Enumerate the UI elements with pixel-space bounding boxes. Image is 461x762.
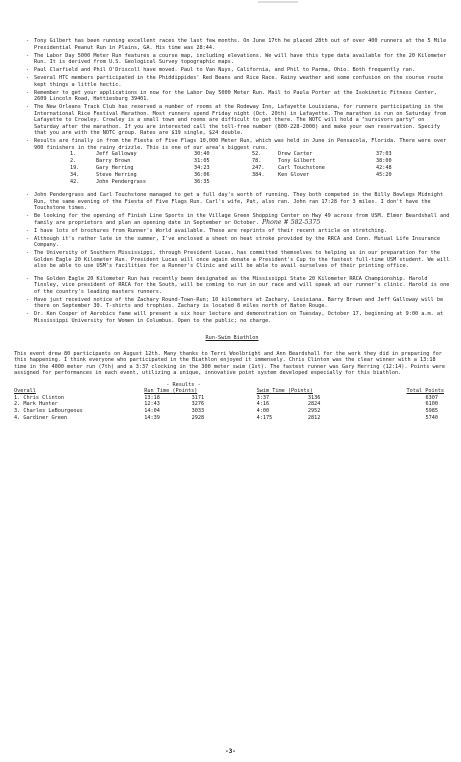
- news-item: - Tony Gilbert has been running excellent races the last few months. On June 17th he placed 28th out of over 400 runners at the 5 Mile Presidential Peanut Run in Plains, GA. His time was 28:44.: [26, 38, 447, 51]
- table-header-row: [14, 388, 444, 395]
- runner-name: Drew Carter: [278, 151, 313, 158]
- run-points: 3171: [191, 394, 205, 401]
- athlete-name: 1. Chris Clinton: [14, 394, 64, 401]
- news-item: - The University of Southern Mississippi, through President Lucas, has committed themselves to helping us in our preparation for the Golden Eagle 20 Kilometer Run. President Lucas will once again donate a President's Cup to the fastest full-time USM student. We will also be able to use USM's facilities for a Runner's Clinic and will be able to avail ourselves of their printing office.: [26, 250, 450, 269]
- news-item: - Paul Clarfield and Phil O'Driscoll have moved. Paul to Van Nuys, California, and Phil to Parma, Ohio. Both frequently ran.: [26, 67, 416, 73]
- runner-name: Steve Herring: [96, 172, 137, 179]
- table-row: [70, 179, 434, 186]
- news-items-1: [14, 38, 450, 186]
- news-item: - The New Orleans Track Club has reserved a number of rooms at the Rodeway Inn, Lafayette Louisiana, for runners participating in the International Rice Festival Marathon. Most runners spend Friday night (Oct. 20th) in Lafayette. The marathon is run on Saturday from Lafayette to Crowley. Crowley is a small town and rooms are difficult to get there. The NOTC will hold a "survivors party" on Saturday after the marathon. If you are interested call the toll-free number (800-228-2000) and make your own reservation. Specify that you are with the NOTC group. Rates are $19 single, $24 double.: [26, 104, 447, 136]
- news-item: - Although it's rather late in the summer, I've enclosed a sheet on heat stroke provided by the RRCA and Conn. Mutual Life Insurance Company.: [26, 235, 441, 248]
- total-points: 6100: [425, 401, 438, 408]
- swim-points: 2812: [307, 414, 321, 421]
- run-points: 3276: [191, 401, 205, 408]
- runner-name: Gary Herring: [96, 165, 134, 172]
- news-item: - Remember to get your applications in now for the Labor Day 5000 Meter Run. Mail to Paula Porter at the Isokinetic Fitness Center, 2609 Lincoln Road, Hattiesburg 39401.: [26, 89, 437, 102]
- handwritten-phone: Phone # 582-5375: [262, 218, 321, 226]
- news-item: - The Labor Day 5000 Meter Run features a course map, including elevations. We will have this type data available for the 20 Kilometer Run. It is derived from U.S. Geological Survey topographic maps.: [26, 52, 447, 65]
- news-item: - The Golden Eagle 20 Kilometer Run has recently been designated as the Mississippi State 20 Kilometer RRCA Championship. Harold Tinsley, vice president of RRCA for the South, will be coming to run in our race and will speak at our runner's clinic. Harold is one of the country's leading masters runners.: [26, 275, 450, 295]
- scan-mark: [258, 0, 298, 4]
- race-time: 30:40: [194, 151, 210, 158]
- athlete-name: 3. Charles LeBourgeous: [14, 407, 83, 414]
- table-row: [14, 414, 444, 421]
- table-row: [70, 158, 434, 165]
- swim-points: 2952: [307, 407, 321, 414]
- runner-name: [278, 179, 376, 186]
- news-item: - John Pendergrass and Carl Touchstone managed to get a full day's worth of running. They both competed in the Billy Bowlegs Midnight Run, the same evening of the Fiesta of Five Flags Run. Carl's wife, Pat, also ran. John ran 17:28 for 3 miles. I don't have the Touchstone times.: [26, 192, 444, 211]
- biathlon-paragraph: This event drew 80 participants on August 12th. Many thanks to Terri Woolbright and Ann Beardshall for the work they did in preparing for this happening. I think everyone who participated in the Biathlon enjoyed it immensely. Chris Clinton was the clear winner with a 13:18 time in the 4000 meter run (7th) and a 3:37 clocking in the 300 meter swim (1st). The fastest runner was Gary Herring (12:14). Points were assigned for performances in each event, utilizing a unique, innovative point system developed especially for this biathlon.: [14, 350, 445, 376]
- place: 78.: [252, 158, 262, 165]
- place: [252, 179, 278, 186]
- total-points: 5985: [425, 407, 438, 414]
- swim-time: 4:175: [256, 414, 273, 421]
- race-time: 38:00: [376, 158, 392, 165]
- news-item: - Have just received notice of the Zachary Round-Town-Run; 10 kilometers at Zachary, Louisiana. Barry Brown and Jeff Galloway will be there on September 30. T-shirts and trophies. Zachary is located 8 miles north of Baton Rouge.: [26, 296, 444, 309]
- run-points: 2928: [191, 414, 205, 421]
- run-time: 14:04: [144, 407, 160, 414]
- header-total: Total Points: [406, 388, 444, 395]
- swim-time: 3:37: [256, 394, 270, 401]
- place: 52.: [252, 151, 262, 158]
- news-item: - I have lots of brochures from Runner's World available. These are reprints of their recent article on stretching.: [26, 227, 387, 234]
- table-row: [14, 395, 444, 402]
- athlete-name: 4. Gardiner Green: [14, 414, 68, 421]
- place: 19.: [70, 165, 80, 172]
- header-run: Run Time (Points): [144, 388, 198, 395]
- runner-name: John Pendergrass: [96, 179, 146, 186]
- runner-name: Tony Gilbert: [278, 158, 316, 165]
- runner-name: Carl Touchstone: [278, 165, 325, 172]
- runner-name: Jeff Galloway: [96, 151, 137, 158]
- place: 384.: [252, 172, 265, 179]
- race-time: 34:23: [194, 165, 210, 172]
- place: 42.: [70, 179, 80, 186]
- news-item: - Dr. Ken Cooper of Aerobics fame will present a six hour lecture and demonstration on Tuesday, October 17, beginning at 9:00 a.m. at Mississippi University for Women in Columbus. Open to the public; no charge.: [26, 311, 444, 324]
- runner-name: Ken Glover: [278, 172, 310, 179]
- table-row: [14, 408, 444, 415]
- place: 2.: [70, 158, 77, 165]
- newsletter-page: [14, 38, 450, 421]
- news-items-3: [14, 276, 450, 325]
- place: 1.: [70, 151, 77, 158]
- news-item: - Results are finally in from the Fiesta of Five Flags 10,000 Meter Run, which was held in June in Pensacola, Florida. There were over 900 finishers in the rainy drizzle. This is one of our area's biggest runs. 1. Jeff Galloway 30:40 52. Drew Carter 37:03 2. Barry Brown 31:05 78. Tony Gilbert 38:00 19. Gary Herring 34:23 247. Carl Touchstone 42:48 34. Steve Herring 36:06 384. Ken Glover 45:20 42. John Pendergrass 36:35: [26, 138, 447, 186]
- place: 34.: [70, 172, 80, 179]
- athlete-name: 2. Mark Hunter: [14, 401, 58, 408]
- biathlon-title: Run-Swim Biathlon: [205, 335, 259, 341]
- fiesta-results-table: [70, 151, 434, 186]
- swim-points: 2824: [307, 401, 321, 408]
- table-row: [70, 172, 434, 179]
- swim-time: 4:16: [256, 401, 270, 408]
- biathlon-results-table: [14, 382, 444, 422]
- table-row: [70, 151, 434, 158]
- run-points: 3033: [191, 407, 205, 414]
- swim-points: 3136: [307, 394, 321, 401]
- total-points: 6307: [425, 394, 438, 401]
- table-row: [14, 401, 444, 408]
- results-label: - Results -: [166, 381, 201, 388]
- news-item: - Be looking for the opening of Finish Line Sports in the Village Green Shopping Center on Hwy 49 across from USM. Elmer Beardshall and family are proprietors and plan an opening date in September or October. Phone # 582-5375: [26, 213, 450, 226]
- results-label-row: [14, 382, 444, 389]
- news-item: - Several HTC members participated in the Phiddippides' Red Beans and Rice Race. Rainy weather and some confusion on the course route kept things a little hectic.: [26, 75, 444, 88]
- swim-time: 4:00: [256, 407, 270, 414]
- page-number: -3-: [225, 748, 236, 755]
- header-swim: Swim Time (Points): [256, 388, 313, 395]
- race-time: 31:05: [194, 158, 210, 165]
- race-time: 36:35: [194, 179, 210, 186]
- total-points: 5740: [425, 414, 438, 421]
- race-time: 42:48: [376, 165, 392, 172]
- run-time: 13:18: [144, 394, 160, 401]
- race-time: 36:06: [194, 172, 210, 179]
- race-time: 37:03: [376, 151, 392, 158]
- runner-name: Barry Brown: [96, 158, 131, 165]
- header-overall: Overall: [14, 388, 36, 395]
- run-time: 12:43: [144, 401, 160, 408]
- race-time: 45:20: [376, 172, 392, 179]
- table-row: [70, 165, 434, 172]
- race-time: [376, 179, 434, 186]
- news-items-2: [14, 192, 450, 270]
- place: 247.: [252, 165, 265, 172]
- run-time: 14:39: [144, 414, 160, 421]
